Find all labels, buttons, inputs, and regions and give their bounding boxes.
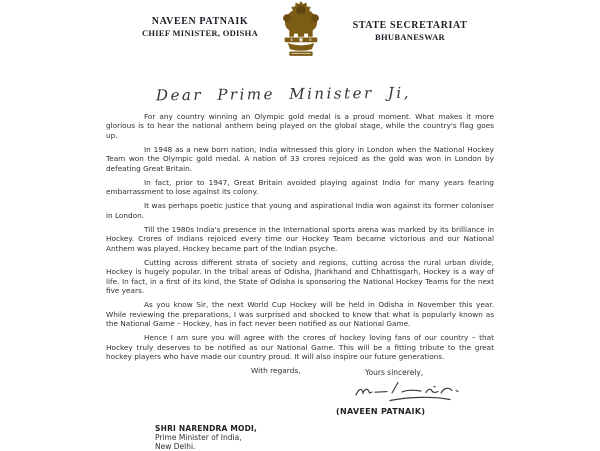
- paragraph: Hence I am sure you will agree with the crores of hockey loving fans of our country – that Hockey truly deserves to be notified as our National Game. This will be a fitting tribute to the great hockey players who have made our country proud. It will also inspire our future generations.: [106, 333, 494, 362]
- letterhead-office-block: [330, 20, 490, 42]
- office-city: BHUBANESWAR: [375, 32, 445, 42]
- paragraph: Till the 1980s India's presence in the International sports arena was marked by its brilliance in Hockey. Crores of Indians rejoiced every time our Hockey Team became victorious and our National Anthem was played. Hockey became part of the Indian psyche.: [106, 224, 494, 253]
- letter-body: [106, 112, 494, 375]
- recipient-title: Prime Minister of India,: [155, 432, 242, 442]
- paragraph: In 1948 as a new born nation, India witnessed this glory in London when the National Hockey Team won the Olympic gold medal. A nation of 33 crores rejoiced as the gold was won in London by defeating Great Britain.: [106, 144, 494, 173]
- paragraph: For any country winning an Olympic gold medal is a proud moment. What makes it more glorious is to hear the national anthem being played on the global stage, while the country's flag goes up.: [106, 112, 494, 140]
- paragraph: It was perhaps poetic justice that young and aspirational India won against its former coloniser in London.: [106, 201, 494, 220]
- sender-name: NAVEEN PATNAIK: [151, 16, 249, 27]
- paragraph: Cutting across different strata of society and regions, cutting across the rural urban divide, Hockey is hugely popular. In the tribal areas of Odisha, Jharkhand and Chhattisgarh, Hockey is a way of life. In fact, in a first of its kind, the State of Odisha is sponsoring the National Hockey Teams for the next five years.: [106, 257, 494, 296]
- paragraph: In fact, prior to 1947, Great Britain avoided playing against India for many years fearing embarrassment to lose against its colony.: [106, 177, 494, 197]
- letterhead-sender-block: [120, 16, 280, 38]
- closing-line: Yours sincerely,: [365, 368, 424, 377]
- recipient-city: New Delhi.: [155, 441, 196, 451]
- recipient-name: SHRI NARENDRA MODI,: [155, 424, 258, 433]
- office-name: STATE SECRETARIAT: [352, 20, 468, 31]
- salutation-handwritten: Dear Prime Minister Ji,: [155, 83, 412, 105]
- sender-title: CHIEF MINISTER, ODISHA: [141, 28, 259, 38]
- paragraph: As you know Sir, the next World Cup Hockey will be held in Odisha in November this year. While reviewing the preparations, I was surprised and shocked to know that what is popularly known as the National Game – Hockey, has in fact never been notified as our National Game.: [106, 300, 494, 329]
- regards-line: With regards,: [251, 366, 301, 376]
- signatory-name: (NAVEEN PATNAIK): [336, 407, 426, 416]
- signature-scrawl-icon: [352, 379, 464, 407]
- state-emblem-of-india-icon: [276, 1, 326, 57]
- recipient-block: [155, 425, 257, 451]
